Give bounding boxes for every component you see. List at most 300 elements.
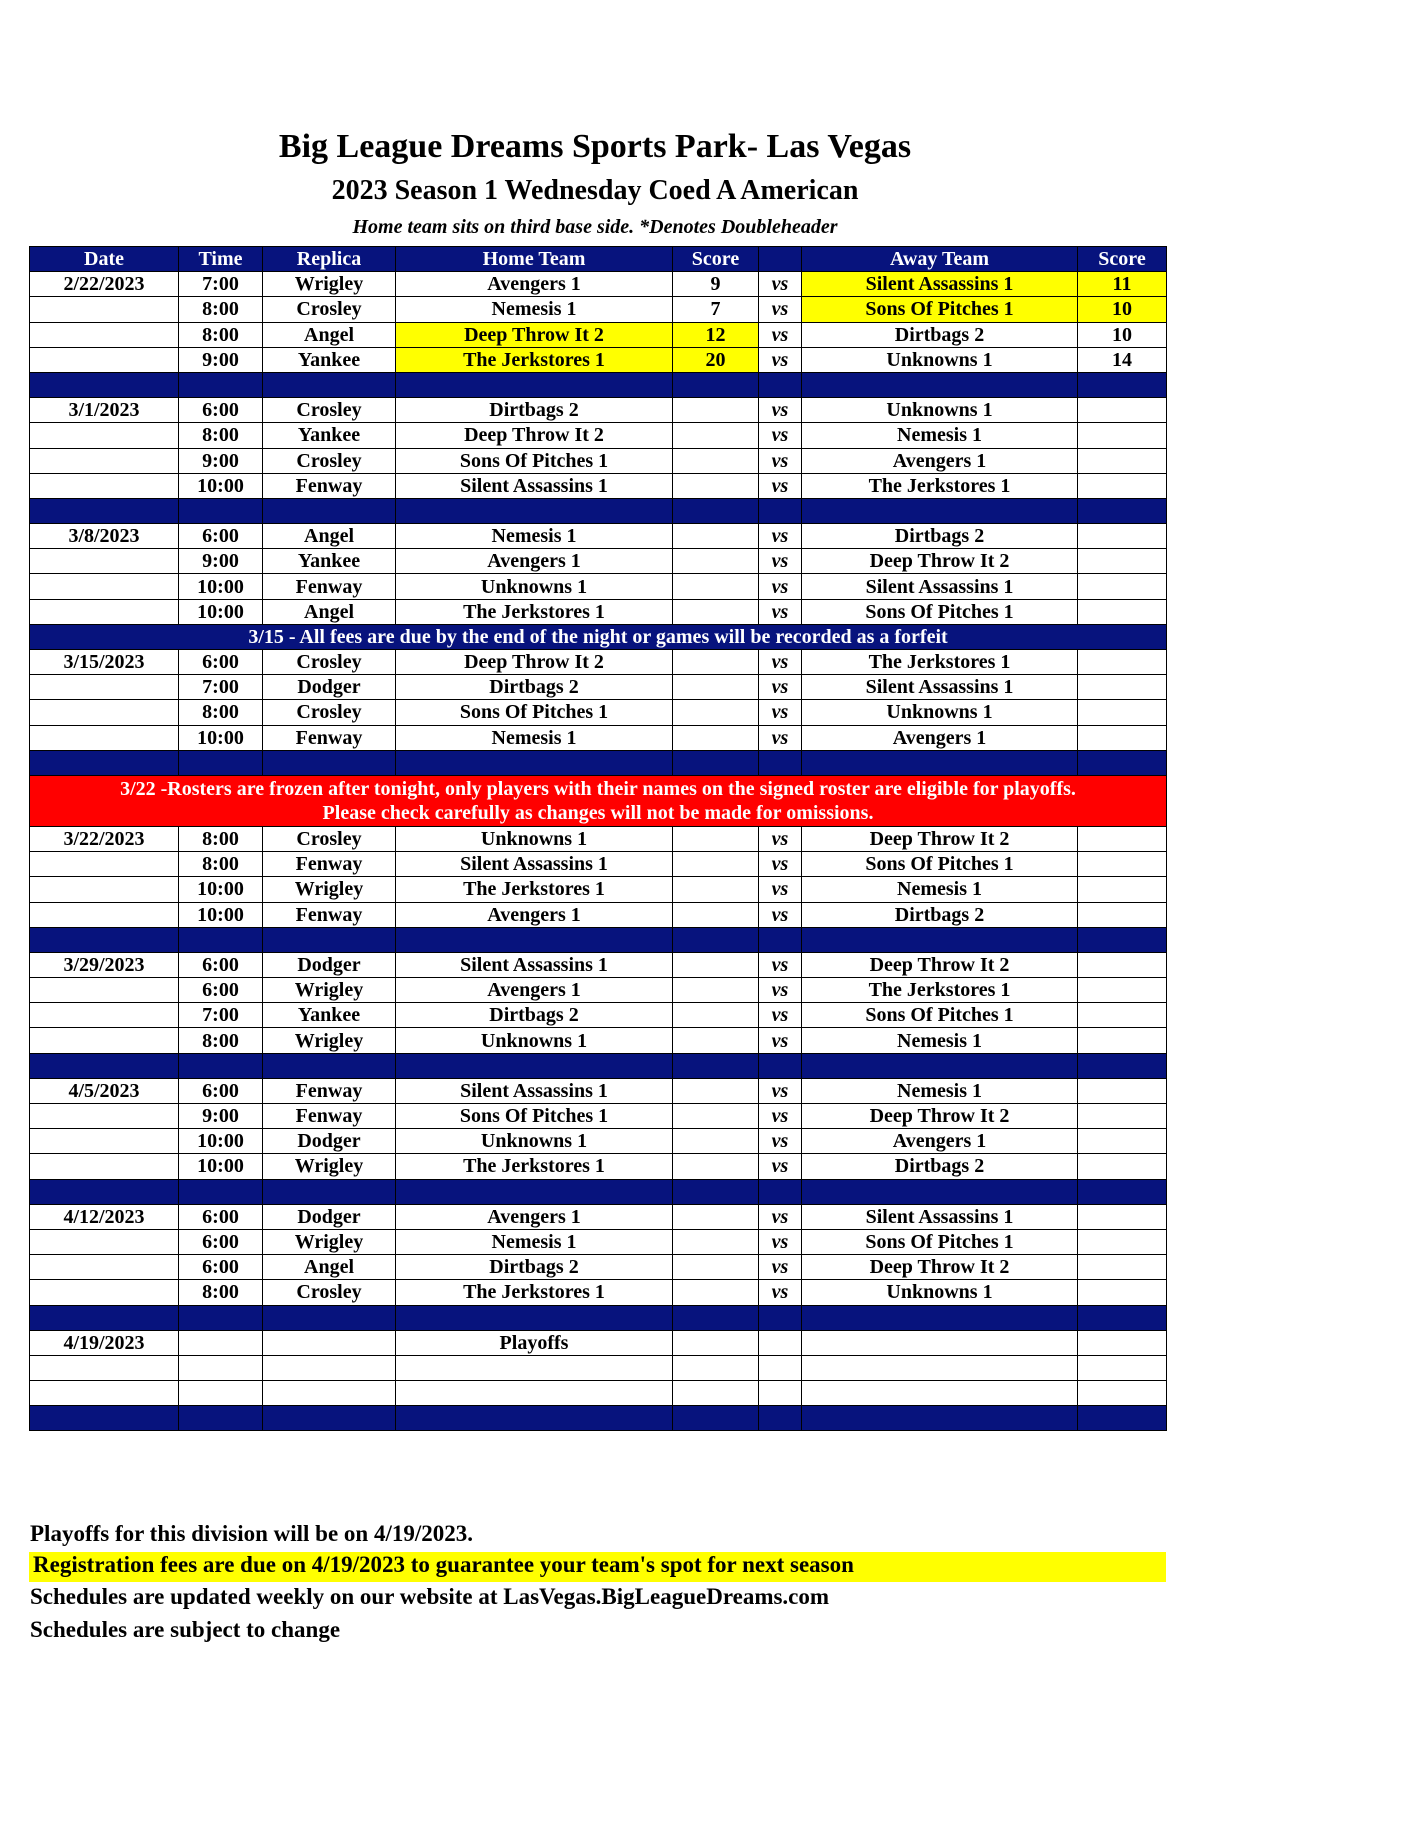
empty-cell (759, 1330, 802, 1355)
home-score (673, 902, 759, 927)
table-header-row (30, 247, 1167, 272)
game-date (30, 725, 179, 750)
away-score (1078, 725, 1167, 750)
table-row (30, 1129, 1167, 1154)
home-team: Nemesis 1 (396, 297, 673, 322)
vs-label: vs (759, 1255, 802, 1280)
table-row (30, 599, 1167, 624)
game-field: Fenway (263, 852, 396, 877)
separator-row (30, 498, 1167, 523)
col-header: Score (1078, 247, 1167, 272)
game-field: Angel (263, 524, 396, 549)
home-score (673, 1280, 759, 1305)
game-time: 9:00 (179, 448, 263, 473)
game-date (30, 347, 179, 372)
empty-cell (263, 1355, 396, 1380)
col-header: Time (179, 247, 263, 272)
separator-cell (1078, 498, 1167, 523)
separator-cell (179, 1179, 263, 1204)
footer-change-note: Schedules are subject to change (30, 1617, 341, 1642)
home-team: Avengers 1 (396, 549, 673, 574)
home-score (673, 549, 759, 574)
game-time: 7:00 (179, 1003, 263, 1028)
separator-cell (759, 498, 802, 523)
game-field: Crosley (263, 700, 396, 725)
empty-cell (263, 1381, 396, 1406)
table-row (30, 700, 1167, 725)
separator-cell (263, 750, 396, 775)
table-row (30, 978, 1167, 1003)
away-score (1078, 1280, 1167, 1305)
game-field: Crosley (263, 826, 396, 851)
separator-cell (396, 750, 673, 775)
table-row (30, 1028, 1167, 1053)
away-score (1078, 902, 1167, 927)
game-time: 9:00 (179, 347, 263, 372)
vs-label: vs (759, 1154, 802, 1179)
home-team: The Jerkstores 1 (396, 347, 673, 372)
table-row (30, 297, 1167, 322)
game-field: Fenway (263, 902, 396, 927)
home-score (673, 473, 759, 498)
separator-cell (30, 372, 179, 397)
away-team: Deep Throw It 2 (802, 549, 1078, 574)
separator-cell (30, 1179, 179, 1204)
table-row (30, 826, 1167, 851)
table-row (30, 675, 1167, 700)
away-score (1078, 978, 1167, 1003)
home-score (673, 398, 759, 423)
separator-cell (802, 750, 1078, 775)
vs-label: vs (759, 826, 802, 851)
game-time: 6:00 (179, 978, 263, 1003)
game-time: 6:00 (179, 650, 263, 675)
away-team: Silent Assassins 1 (802, 574, 1078, 599)
home-team: Dirtbags 2 (396, 1003, 673, 1028)
separator-cell (759, 927, 802, 952)
empty-cell (802, 1355, 1078, 1380)
empty-cell (802, 1381, 1078, 1406)
table-row (30, 473, 1167, 498)
game-date (30, 902, 179, 927)
empty-cell (673, 1330, 759, 1355)
empty-cell (759, 1355, 802, 1380)
playoff-label: Playoffs (396, 1330, 673, 1355)
game-time: 10:00 (179, 877, 263, 902)
game-field: Crosley (263, 297, 396, 322)
home-team: The Jerkstores 1 (396, 1280, 673, 1305)
table-row (30, 574, 1167, 599)
game-time: 8:00 (179, 700, 263, 725)
empty-cell (30, 1355, 179, 1380)
game-time: 8:00 (179, 322, 263, 347)
away-team: Nemesis 1 (802, 1028, 1078, 1053)
vs-label: vs (759, 978, 802, 1003)
home-score (673, 700, 759, 725)
separator-cell (802, 372, 1078, 397)
away-team: The Jerkstores 1 (802, 978, 1078, 1003)
separator-cell (30, 1406, 179, 1431)
game-field: Wrigley (263, 978, 396, 1003)
away-team: Dirtbags 2 (802, 524, 1078, 549)
home-team: Avengers 1 (396, 272, 673, 297)
away-score (1078, 852, 1167, 877)
game-date (30, 1280, 179, 1305)
home-team: Silent Assassins 1 (396, 473, 673, 498)
away-score (1078, 877, 1167, 902)
home-team: Unknowns 1 (396, 826, 673, 851)
away-team: Nemesis 1 (802, 423, 1078, 448)
empty-cell (759, 1381, 802, 1406)
vs-label: vs (759, 1028, 802, 1053)
separator-cell (759, 1179, 802, 1204)
separator-cell (396, 1305, 673, 1330)
home-score (673, 725, 759, 750)
away-score (1078, 952, 1167, 977)
away-team: Dirtbags 2 (802, 902, 1078, 927)
separator-cell (179, 1053, 263, 1078)
vs-label: vs (759, 1104, 802, 1129)
footer-website-note: Schedules are updated weekly on our website at LasVegas.BigLeagueDreams.com (30, 1584, 830, 1609)
away-score (1078, 524, 1167, 549)
vs-label: vs (759, 1204, 802, 1229)
empty-cell (396, 1355, 673, 1380)
home-team: Sons Of Pitches 1 (396, 700, 673, 725)
separator-row (30, 927, 1167, 952)
home-team: Nemesis 1 (396, 524, 673, 549)
home-team: Unknowns 1 (396, 574, 673, 599)
home-score: 9 (673, 272, 759, 297)
separator-cell (179, 498, 263, 523)
game-time: 6:00 (179, 524, 263, 549)
away-team: Unknowns 1 (802, 700, 1078, 725)
table-row (30, 1204, 1167, 1229)
game-time: 9:00 (179, 1104, 263, 1129)
separator-cell (1078, 1406, 1167, 1431)
separator-cell (30, 1305, 179, 1330)
empty-cell (179, 1355, 263, 1380)
home-score (673, 650, 759, 675)
away-team: Silent Assassins 1 (802, 1204, 1078, 1229)
table-row (30, 347, 1167, 372)
separator-cell (1078, 372, 1167, 397)
home-team: Avengers 1 (396, 978, 673, 1003)
table-row (30, 1280, 1167, 1305)
separator-cell (396, 1179, 673, 1204)
game-time: 7:00 (179, 272, 263, 297)
fee-notice-row (30, 624, 1167, 649)
vs-label: vs (759, 574, 802, 599)
away-score (1078, 473, 1167, 498)
roster-notice-row (30, 775, 1167, 826)
table-row (30, 852, 1167, 877)
away-team: Sons Of Pitches 1 (802, 599, 1078, 624)
home-team: Dirtbags 2 (396, 675, 673, 700)
game-time: 8:00 (179, 826, 263, 851)
vs-label: vs (759, 1003, 802, 1028)
separator-cell (396, 927, 673, 952)
home-score (673, 524, 759, 549)
table-row (30, 952, 1167, 977)
separator-cell (263, 1305, 396, 1330)
separator-cell (1078, 1053, 1167, 1078)
vs-label: vs (759, 423, 802, 448)
home-team: The Jerkstores 1 (396, 1154, 673, 1179)
away-team: Avengers 1 (802, 448, 1078, 473)
game-date: 4/12/2023 (30, 1204, 179, 1229)
home-score (673, 1229, 759, 1254)
home-team: Deep Throw It 2 (396, 322, 673, 347)
away-score (1078, 826, 1167, 851)
home-score (673, 574, 759, 599)
table-row (30, 549, 1167, 574)
separator-cell (396, 1053, 673, 1078)
fee-notice: 3/15 - All fees are due by the end of the night or games will be recorded as a forfeit (30, 624, 1167, 649)
vs-label: vs (759, 549, 802, 574)
away-score: 11 (1078, 272, 1167, 297)
table-row (30, 524, 1167, 549)
separator-cell (263, 927, 396, 952)
vs-label: vs (759, 1280, 802, 1305)
separator-cell (673, 1179, 759, 1204)
separator-cell (759, 1305, 802, 1330)
away-score: 10 (1078, 322, 1167, 347)
home-team: Sons Of Pitches 1 (396, 1104, 673, 1129)
home-score (673, 1078, 759, 1103)
game-time: 8:00 (179, 297, 263, 322)
vs-label: vs (759, 700, 802, 725)
away-score (1078, 1003, 1167, 1028)
game-date (30, 675, 179, 700)
away-team: Sons Of Pitches 1 (802, 297, 1078, 322)
page-title: Big League Dreams Sports Park- Las Vegas (278, 128, 912, 165)
away-score (1078, 1229, 1167, 1254)
home-team: Silent Assassins 1 (396, 952, 673, 977)
home-score (673, 423, 759, 448)
vs-label: vs (759, 1229, 802, 1254)
vs-label: vs (759, 448, 802, 473)
game-time: 6:00 (179, 1204, 263, 1229)
away-team: Deep Throw It 2 (802, 952, 1078, 977)
separator-cell (1078, 927, 1167, 952)
table-row (30, 448, 1167, 473)
separator-cell (396, 372, 673, 397)
home-score (673, 448, 759, 473)
separator-cell (802, 498, 1078, 523)
home-score (673, 675, 759, 700)
home-score (673, 826, 759, 851)
game-field: Crosley (263, 398, 396, 423)
empty-cell (30, 1381, 179, 1406)
table-row (30, 272, 1167, 297)
home-team: Dirtbags 2 (396, 398, 673, 423)
home-team: Nemesis 1 (396, 1229, 673, 1254)
table-row (30, 902, 1167, 927)
away-team: Dirtbags 2 (802, 322, 1078, 347)
home-team: Sons Of Pitches 1 (396, 448, 673, 473)
away-team: Dirtbags 2 (802, 1154, 1078, 1179)
home-team: Nemesis 1 (396, 725, 673, 750)
game-date (30, 423, 179, 448)
home-score (673, 877, 759, 902)
game-time: 8:00 (179, 423, 263, 448)
game-field: Yankee (263, 1003, 396, 1028)
away-score (1078, 599, 1167, 624)
game-date (30, 978, 179, 1003)
game-date: 3/15/2023 (30, 650, 179, 675)
game-date (30, 1255, 179, 1280)
schedule-table (29, 246, 1167, 1431)
away-team: Avengers 1 (802, 1129, 1078, 1154)
separator-cell (802, 1305, 1078, 1330)
away-score (1078, 1154, 1167, 1179)
away-team: Avengers 1 (802, 725, 1078, 750)
table-row (30, 1104, 1167, 1129)
separator-row (30, 750, 1167, 775)
separator-cell (396, 1406, 673, 1431)
game-time: 10:00 (179, 902, 263, 927)
game-date (30, 322, 179, 347)
game-field: Angel (263, 1255, 396, 1280)
game-time: 7:00 (179, 675, 263, 700)
separator-cell (1078, 1179, 1167, 1204)
separator-cell (673, 1406, 759, 1431)
home-score (673, 1204, 759, 1229)
away-team: Unknowns 1 (802, 398, 1078, 423)
col-header: Score (673, 247, 759, 272)
game-time: 6:00 (179, 398, 263, 423)
game-field: Fenway (263, 473, 396, 498)
away-team: Deep Throw It 2 (802, 1104, 1078, 1129)
table-row (30, 1154, 1167, 1179)
game-time: 8:00 (179, 852, 263, 877)
away-score (1078, 549, 1167, 574)
separator-cell (1078, 1305, 1167, 1330)
game-time (179, 1330, 263, 1355)
table-row (30, 650, 1167, 675)
separator-cell (673, 498, 759, 523)
col-header: Replica (263, 247, 396, 272)
separator-row (30, 1179, 1167, 1204)
game-date: 3/1/2023 (30, 398, 179, 423)
separator-cell (802, 1053, 1078, 1078)
away-score: 14 (1078, 347, 1167, 372)
separator-cell (673, 372, 759, 397)
table-row (30, 877, 1167, 902)
game-date (30, 1104, 179, 1129)
separator-cell (1078, 750, 1167, 775)
game-date (30, 473, 179, 498)
away-score (1078, 1028, 1167, 1053)
home-score (673, 852, 759, 877)
game-field (263, 1330, 396, 1355)
home-team: Silent Assassins 1 (396, 1078, 673, 1103)
separator-cell (673, 1053, 759, 1078)
vs-label: vs (759, 1129, 802, 1154)
away-score (1078, 650, 1167, 675)
empty-cell (396, 1381, 673, 1406)
home-score (673, 978, 759, 1003)
separator-cell (396, 498, 673, 523)
footer-playoffs-note: Playoffs for this division will be on 4/19/2023. (30, 1521, 474, 1546)
game-date: 3/22/2023 (30, 826, 179, 851)
game-time: 10:00 (179, 473, 263, 498)
home-score (673, 1003, 759, 1028)
separator-cell (30, 1053, 179, 1078)
table-row (30, 1229, 1167, 1254)
separator-cell (673, 1305, 759, 1330)
table-row (30, 1078, 1167, 1103)
away-score: 10 (1078, 297, 1167, 322)
home-score (673, 1028, 759, 1053)
game-field: Yankee (263, 549, 396, 574)
empty-cell (1078, 1355, 1167, 1380)
game-date (30, 1229, 179, 1254)
away-score (1078, 1204, 1167, 1229)
footer-registration-note: Registration fees are due on 4/19/2023 to guarantee your team's spot for next season (29, 1552, 1166, 1582)
separator-row (30, 1053, 1167, 1078)
separator-cell (263, 498, 396, 523)
separator-cell (673, 750, 759, 775)
game-field: Dodger (263, 1129, 396, 1154)
game-field: Fenway (263, 1078, 396, 1103)
empty-row (30, 1381, 1167, 1406)
roster-notice-line1: 3/22 -Rosters are frozen after tonight, only players with their names on the signed roster are eligible for playoffs. (120, 777, 1076, 800)
home-team: Unknowns 1 (396, 1129, 673, 1154)
game-field: Crosley (263, 448, 396, 473)
game-date: 4/5/2023 (30, 1078, 179, 1103)
empty-cell (673, 1381, 759, 1406)
game-time: 10:00 (179, 574, 263, 599)
table-row (30, 725, 1167, 750)
vs-label: vs (759, 877, 802, 902)
away-team: Unknowns 1 (802, 347, 1078, 372)
home-team: Avengers 1 (396, 902, 673, 927)
home-score: 7 (673, 297, 759, 322)
away-team: Nemesis 1 (802, 877, 1078, 902)
away-score (1078, 1129, 1167, 1154)
game-time: 6:00 (179, 1229, 263, 1254)
home-team: Deep Throw It 2 (396, 650, 673, 675)
game-date (30, 1154, 179, 1179)
separator-cell (179, 927, 263, 952)
home-score (673, 1129, 759, 1154)
away-score (1078, 574, 1167, 599)
col-header (759, 247, 802, 272)
home-score (673, 1104, 759, 1129)
game-field: Fenway (263, 574, 396, 599)
vs-label: vs (759, 347, 802, 372)
col-header: Home Team (396, 247, 673, 272)
game-field: Yankee (263, 423, 396, 448)
col-header: Date (30, 247, 179, 272)
col-header: Away Team (802, 247, 1078, 272)
separator-cell (263, 1179, 396, 1204)
separator-row (30, 1406, 1167, 1431)
game-time: 6:00 (179, 1078, 263, 1103)
separator-cell (263, 1406, 396, 1431)
game-date (30, 877, 179, 902)
separator-cell (759, 372, 802, 397)
game-field: Dodger (263, 952, 396, 977)
roster-notice (30, 775, 1167, 826)
separator-row (30, 372, 1167, 397)
game-date (30, 297, 179, 322)
home-team: Deep Throw It 2 (396, 423, 673, 448)
game-time: 10:00 (179, 599, 263, 624)
home-team: Unknowns 1 (396, 1028, 673, 1053)
game-field: Dodger (263, 675, 396, 700)
